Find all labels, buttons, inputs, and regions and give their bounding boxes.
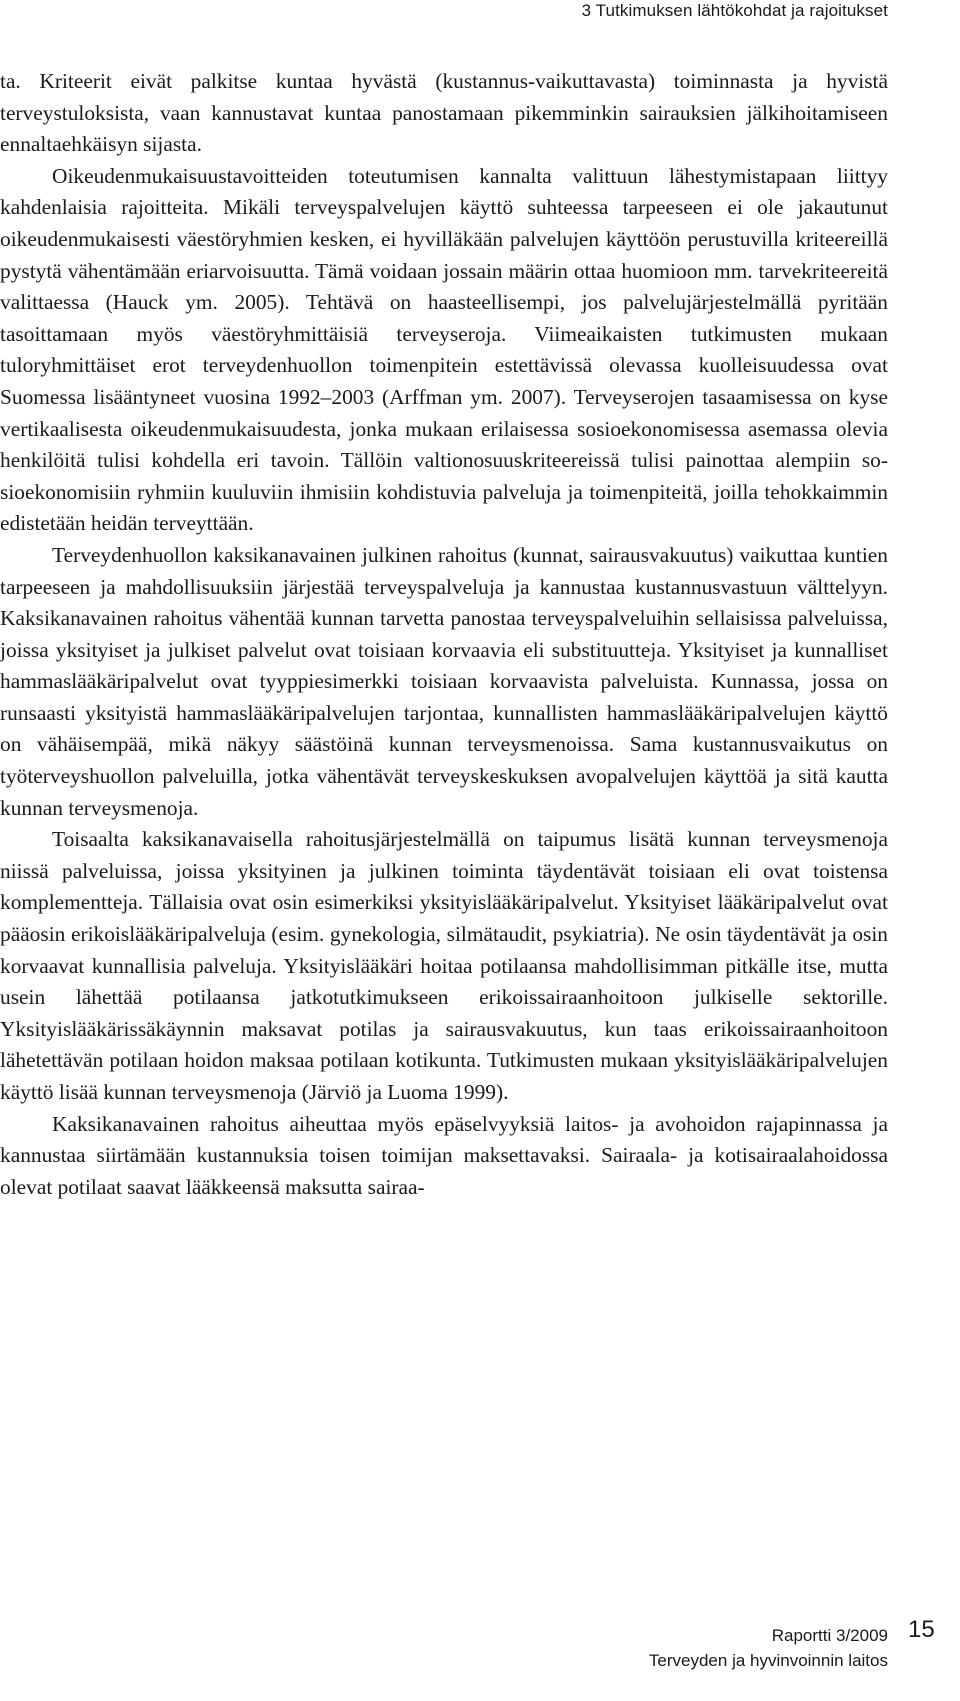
body-text	[0, 66, 888, 1203]
paragraph-complementary-services: Toisaalta kaksikanavaisella rahoitusjärjestelmällä on taipumus lisätä kunnan terveysmenoja niissä palveluissa, joissa yksityinen ja julkinen toiminta täydentävät toisiaan eli ovat toistensa komplementteja. Tällaisia ovat osin esimerkiksi yksityislääkäripalvelut. Yksityiset lääkäripalvelut ovat pääosin erikoislääkäripalveluja (esim. gynekologia, silmätaudit, psykiatria). Ne osin täydentävät ja osin korvaavat kunnallisia palveluja. Yksityislääkäri hoitaa potilaansa mahdollisimman pitkälle itse, mutta usein lähettää potilaansa jatkotutkimukseen erikoissairaanhoitoon julkiselle sektorille. Yksityislääkärissäkäynnin maksavat potilas ja sairausvakuutus, kun taas erikoissairaanhoitoon lähetettävän potilaan hoidon maksaa potilaan kotikunta. Tutkimusten mukaan yksityislääkäripalvelujen käyttö lisää kunnan terveysmenoja (Järviö ja Luoma 1999).	[0, 827, 888, 1104]
paragraph-interface-ambiguity: Kaksikanavainen rahoitus aiheuttaa myös epäselvyyksiä laitos- ja avohoidon rajapinnassa ja kannustaa siirtämään kustannuksia toisen toimijan maksettavaksi. Sairaala- ja kotisairaalahoidossa olevat potilaat saavat lääkkeensä maksutta sairaa-	[0, 1111, 888, 1199]
report-label: Raportti 3/2009	[771, 1626, 888, 1645]
paragraph-dual-channel-funding: Terveydenhuollon kaksikanavainen julkinen rahoitus (kunnat, sairausvakuutus) vaikuttaa kuntien tarpeeseen ja mahdollisuuksiin järjestää terveyspalveluja ja kannustaa kustannusvastuun välttelyyn. Kaksikanavainen rahoitus vähentää kunnan tarvetta panostaa terveyspalveluihin sellaisissa palveluissa, joissa yksityiset ja julkiset palvelut ovat toisiaan korvaavia eli substituutteja. Yksityiset ja kunnalliset hammaslääkäripalvelut ovat tyyppiesimerkki toisiaan korvaavista palveluista. Kunnassa, jossa on runsaasti yksityistä hammaslääkäripalvelujen tarjontaa, kunnallisten hammaslääkäripalvelujen käyttö on vähäisempää, mikä näkyy säästöinä kunnan terveysmenoissa. Sama kustannusvaikutus on työterveyshuollon palveluilla, jotka vähentävät terveyskeskuksen avopalvelujen käyttöä ja sitä kautta kunnan terveysmenoja.	[0, 542, 888, 820]
running-head: 3 Tutkimuksen lähtökohdat ja rajoitukset	[581, 1, 888, 20]
publisher-label: Terveyden ja hyvinvoinnin laitos	[648, 1651, 888, 1670]
paragraph-fairness-limitations: Oikeudenmukaisuustavoitteiden toteutumisen kannalta valittuun lähestymistapaan liittyy kahdenlaisia rajoitteita. Mikäli terveyspalvelujen käyttö suhteessa tarpeeseen ei ole jakautunut oikeudenmukaisesti väestöryhmien kesken, ei hyvilläkään palvelujen käyttöön perustuvilla kriteereillä pystytä vähentämään eriarvoisuutta. Tämä voidaan jossain määrin ottaa huomioon mm. tarvekriteereitä valittaessa (Hauck ym. 2005). Tehtävä on haasteellisempi, jos palvelujärjestelmällä pyritään tasoittamaan myös väestöryhmittäisiä terveyseroja. Viimeaikaisten tutkimusten mukaan tuloryhmittäiset erot terveydenhuollon toimenpitein estettävissä olevassa kuolleisuudessa ovat Suomessa lisääntyneet vuosina 1992–2003 (Arffman ym. 2007). Terveyserojen tasaamisessa on kyse vertikaalisesta oikeudenmukaisuudesta, jonka mukaan erilaisessa sosioekonomisessa asemassa olevia henkilöitä tulisi kohdella eri tavoin. Tällöin valtionosuuskriteereissä tulisi painottaa alempiin sosioekonomisiin ryhmiin kuuluviin ihmisiin kohdistuvia palveluja ja toimenpiteitä, joilla tehokkaimmin edistetään heidän terveyttään.	[0, 163, 888, 536]
page-footer	[649, 1623, 888, 1673]
paragraph-continued: ta. Kriteerit eivät palkitse kuntaa hyvästä (kustannus-vaikuttavasta) toiminnasta ja hyvistä terveystuloksista, vaan kannustavat kuntaa panostamaan pikemminkin sairauksien jälkihoitamiseen ennaltaehkäisyn sijasta.	[0, 69, 888, 157]
page-number: 15	[908, 1616, 935, 1643]
